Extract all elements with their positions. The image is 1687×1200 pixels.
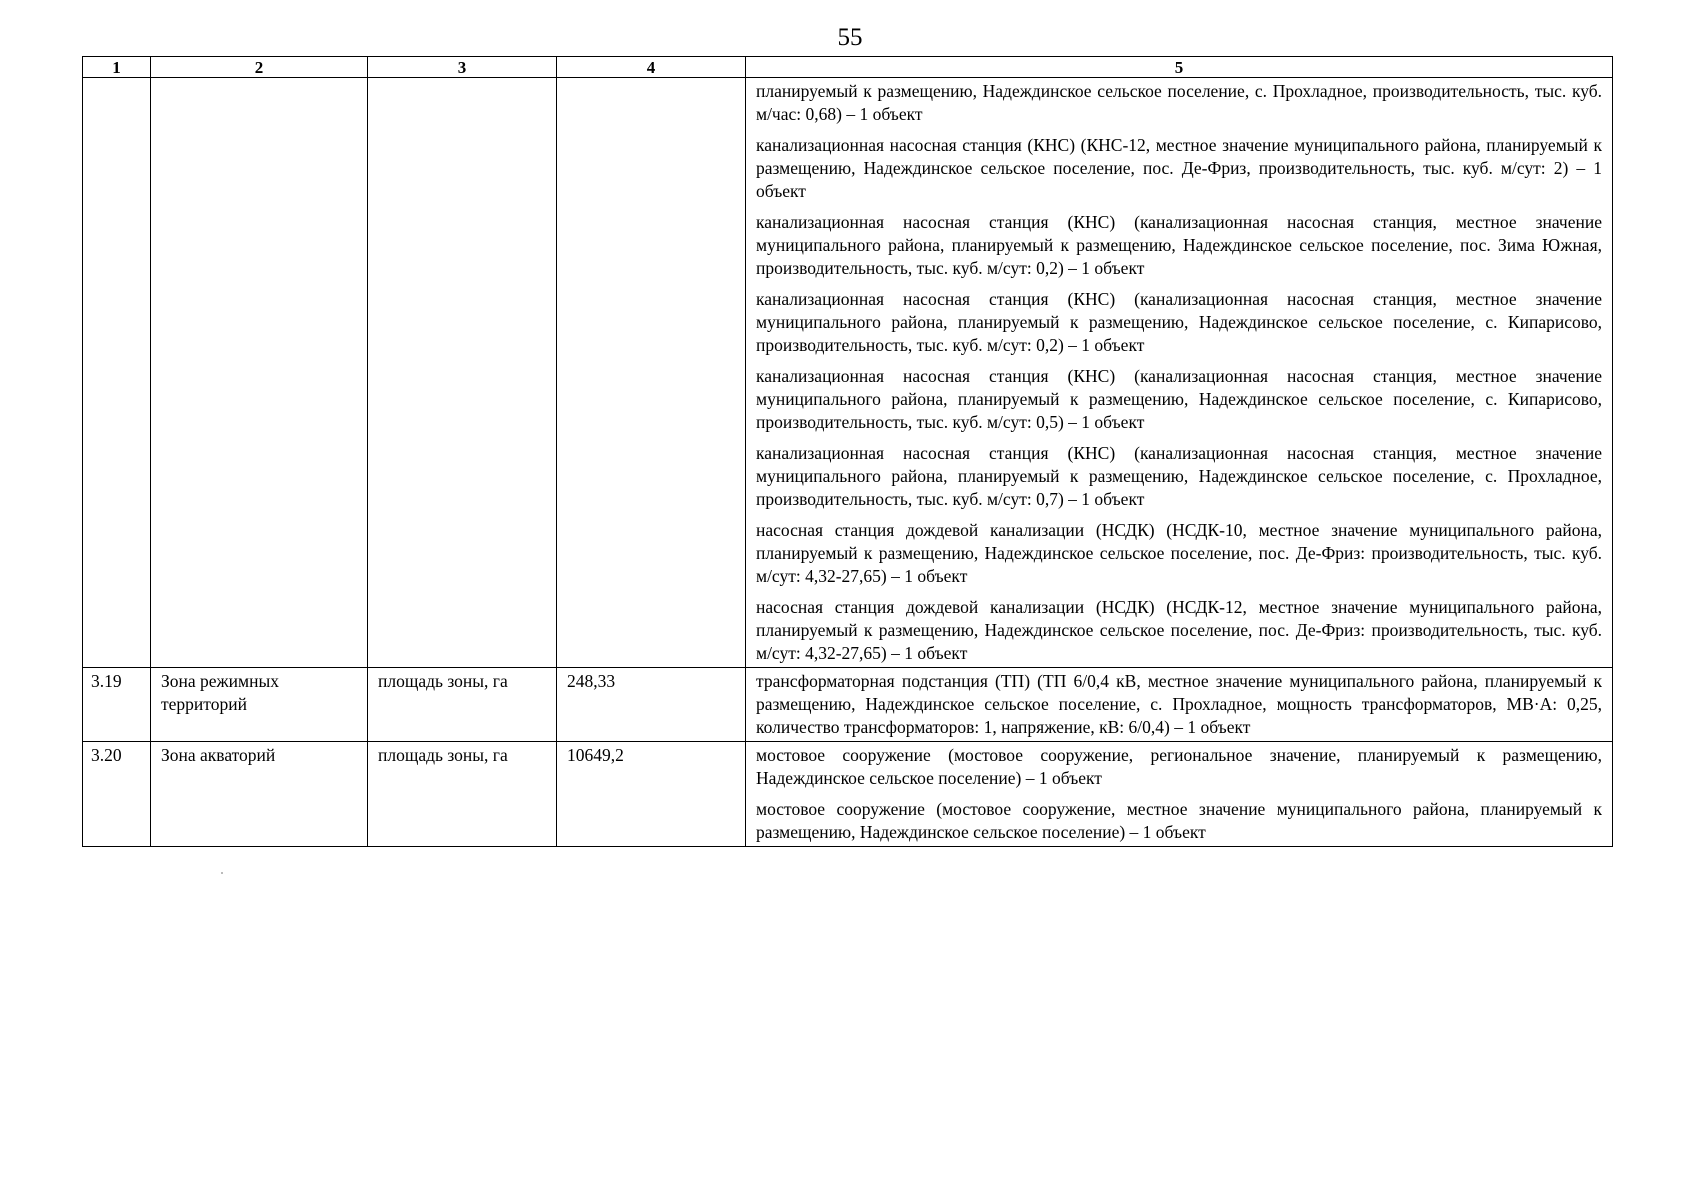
column-header-1: 1: [83, 57, 151, 78]
object-description: канализационная насосная станция (КНС) (КНС-12, местное значение муниципального района, планируемый к размещению, Надеждинское сельское поселение, пос. Де-Фриз, производительность, тыс. куб. м/сут: 2) – 1 объект: [756, 135, 1602, 201]
object-description: трансформаторная подстанция (ТП) (ТП 6/0,4 кВ, местное значение муниципального района, планируемый к размещению, Надеждинское сельское поселение, с. Прохладное, мощность трансформаторов, МВ·А: 0,25, количество трансформаторов: 1, напряжение, кВ: 6/0,4) – 1 объект: [756, 671, 1602, 737]
table-row: [83, 78, 1613, 668]
zone-name: [151, 78, 368, 668]
row-number: [83, 78, 151, 668]
scan-speck: [221, 872, 223, 874]
object-description: мостовое сооружение (мостовое сооружение, местное значение муниципального района, планируемый к размещению, Надеждинское сельское поселение) – 1 объект: [756, 799, 1602, 842]
row-number: 3.19: [83, 668, 151, 742]
zone-parameter: [368, 78, 557, 668]
planned-objects: [746, 742, 1613, 847]
zone-name: Зона режимных территорий: [151, 668, 368, 742]
planned-objects: [746, 78, 1613, 668]
table-body: [83, 78, 1613, 847]
object-description: канализационная насосная станция (КНС) (канализационная насосная станция, местное значение муниципального района, планируемый к размещению, Надеждинское сельское поселение, с. Прохладное, производительность, тыс. куб. м/сут: 0,7) – 1 объект: [756, 443, 1602, 509]
zone-name: Зона акваторий: [151, 742, 368, 847]
zone-value: 10649,2: [557, 742, 746, 847]
zone-parameter: площадь зоны, га: [368, 742, 557, 847]
object-description: мостовое сооружение (мостовое сооружение, региональное значение, планируемый к размещению, Надеждинское сельское поселение) – 1 объект: [756, 745, 1602, 788]
column-header-2: 2: [151, 57, 368, 78]
zones-table: [82, 56, 1613, 847]
column-header-5: 5: [746, 57, 1613, 78]
zone-parameter: площадь зоны, га: [368, 668, 557, 742]
object-description: канализационная насосная станция (КНС) (канализационная насосная станция, местное значение муниципального района, планируемый к размещению, Надеждинское сельское поселение, с. Кипарисово, производительность, тыс. куб. м/сут: 0,2) – 1 объект: [756, 289, 1602, 355]
object-description: насосная станция дождевой канализации (НСДК) (НСДК-10, местное значение муниципального района, планируемый к размещению, Надеждинское сельское поселение, пос. Де-Фриз: производительность, тыс. куб. м/сут: 4,32-27,65) – 1 объект: [756, 520, 1602, 586]
row-number: 3.20: [83, 742, 151, 847]
zone-value: [557, 78, 746, 668]
column-header-4: 4: [557, 57, 746, 78]
zone-value: 248,33: [557, 668, 746, 742]
column-header-3: 3: [368, 57, 557, 78]
table-row: [83, 668, 1613, 742]
object-description: насосная станция дождевой канализации (НСДК) (НСДК-12, местное значение муниципального района, планируемый к размещению, Надеждинское сельское поселение, пос. Де-Фриз: производительность, тыс. куб. м/сут: 4,32-27,65) – 1 объект: [756, 597, 1602, 663]
object-description: планируемый к размещению, Надеждинское сельское поселение, с. Прохладное, производительность, тыс. куб. м/час: 0,68) – 1 объект: [756, 81, 1602, 124]
object-description: канализационная насосная станция (КНС) (канализационная насосная станция, местное значение муниципального района, планируемый к размещению, Надеждинское сельское поселение, пос. Зима Южная, производительность, тыс. куб. м/сут: 0,2) – 1 объект: [756, 212, 1602, 278]
header-row: [83, 57, 1613, 78]
page-number: 55: [837, 24, 863, 51]
object-description: канализационная насосная станция (КНС) (канализационная насосная станция, местное значение муниципального района, планируемый к размещению, Надеждинское сельское поселение, с. Кипарисово, производительность, тыс. куб. м/сут: 0,5) – 1 объект: [756, 366, 1602, 432]
table-header: [83, 57, 1613, 78]
table-row: [83, 742, 1613, 847]
planned-objects: [746, 668, 1613, 742]
